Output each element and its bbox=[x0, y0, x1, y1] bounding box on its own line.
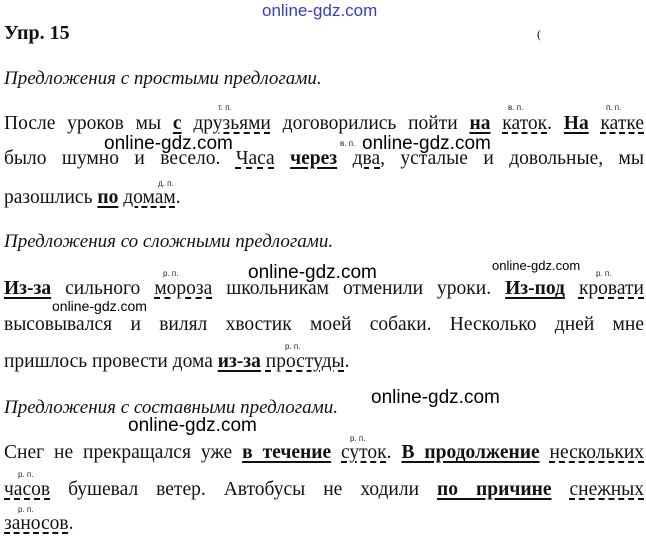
preposition: по bbox=[97, 187, 119, 208]
preposition: На bbox=[563, 113, 589, 134]
text: Снег не прекращался уже bbox=[4, 442, 243, 463]
preposition: из-за bbox=[217, 351, 261, 372]
case-mark: р. п. bbox=[18, 470, 34, 479]
section1-line2 bbox=[4, 148, 644, 170]
watermark: online-gdz.com bbox=[371, 387, 500, 408]
case-mark: п. п. bbox=[606, 103, 622, 112]
noun: нескольких bbox=[549, 442, 645, 463]
watermark: online-gdz.com bbox=[128, 415, 257, 436]
text bbox=[331, 442, 341, 463]
text bbox=[540, 442, 550, 463]
text: сильного bbox=[51, 278, 155, 299]
noun: Часа bbox=[235, 148, 275, 169]
text: школьникам отменили уроки. bbox=[212, 278, 506, 299]
text bbox=[565, 278, 579, 299]
preposition: на bbox=[469, 113, 491, 134]
section3-line3 bbox=[4, 513, 74, 535]
case-mark: в. п. bbox=[508, 103, 524, 112]
text: бушевал ветер. Автобусы не ходили bbox=[50, 479, 438, 500]
text: . bbox=[547, 113, 564, 134]
noun: суток bbox=[341, 442, 387, 463]
watermark: online-gdz.com bbox=[52, 298, 147, 314]
preposition: В продолжение bbox=[401, 442, 540, 463]
text bbox=[551, 479, 569, 500]
noun: катке bbox=[600, 113, 644, 134]
text: было шумно и весело. bbox=[4, 148, 236, 169]
text bbox=[490, 113, 502, 134]
text bbox=[275, 148, 290, 169]
section3-line1 bbox=[4, 442, 644, 464]
text: разошлись bbox=[4, 187, 98, 208]
section-heading-simple: Предложения с простыми предлогами. bbox=[4, 68, 322, 89]
text: . bbox=[344, 351, 350, 372]
stray-mark: ( bbox=[537, 27, 541, 41]
text bbox=[589, 113, 601, 134]
watermark: online-gdz.com bbox=[248, 262, 377, 283]
section1-line1 bbox=[4, 113, 644, 135]
noun: домам bbox=[123, 187, 176, 208]
text: договорились пойти bbox=[270, 113, 470, 134]
case-mark: д. п. bbox=[158, 179, 174, 188]
preposition: в течение bbox=[242, 442, 332, 463]
noun: кровати bbox=[578, 278, 644, 299]
case-mark: р. п. bbox=[596, 269, 612, 278]
text bbox=[182, 113, 194, 134]
noun: каток bbox=[502, 113, 548, 134]
watermark: online-gdz.com bbox=[492, 258, 581, 273]
section-heading-complex: Предложения со сложными предлогами. bbox=[4, 231, 334, 252]
case-mark: р. п. bbox=[163, 269, 179, 278]
section-heading-compound: Предложения с составными предлогами. bbox=[4, 397, 339, 418]
section1-line3 bbox=[4, 187, 181, 209]
exercise-title: Упр. 15 bbox=[4, 22, 70, 44]
preposition: по причине bbox=[437, 479, 552, 500]
text: После уроков мы bbox=[4, 113, 173, 134]
noun: простуды bbox=[265, 351, 345, 372]
text: , усталые и довольные, мы bbox=[380, 148, 644, 169]
case-mark: р. п. bbox=[18, 505, 34, 514]
section2-line2: высовывался и вилял хвостик моей собаки. Несколько дней мне bbox=[4, 314, 644, 335]
watermark: online-gdz.com bbox=[104, 133, 233, 154]
case-mark: р. п. bbox=[350, 434, 366, 443]
top-watermark: online-gdz.com bbox=[262, 1, 378, 20]
noun: мороза bbox=[154, 278, 213, 299]
text bbox=[337, 148, 352, 169]
case-mark: р. п. bbox=[285, 342, 301, 351]
noun: снежных bbox=[569, 479, 644, 500]
case-mark: т. п. bbox=[218, 103, 232, 112]
noun: заносов bbox=[4, 513, 69, 534]
text: . bbox=[175, 187, 181, 208]
watermark: online-gdz.com bbox=[362, 133, 491, 154]
noun: друзьями bbox=[193, 113, 271, 134]
noun: часов bbox=[4, 479, 51, 500]
text: . bbox=[386, 442, 402, 463]
preposition: Из-за bbox=[4, 278, 52, 299]
text: . bbox=[68, 513, 74, 534]
preposition: Из-под bbox=[505, 278, 565, 299]
section2-line3 bbox=[4, 351, 350, 373]
case-mark: в. п. bbox=[340, 139, 356, 148]
noun: два bbox=[352, 148, 381, 169]
preposition: с bbox=[172, 113, 182, 134]
preposition: через bbox=[290, 148, 338, 169]
text: пришлось провести дома bbox=[4, 351, 218, 372]
section3-line2 bbox=[4, 479, 644, 501]
